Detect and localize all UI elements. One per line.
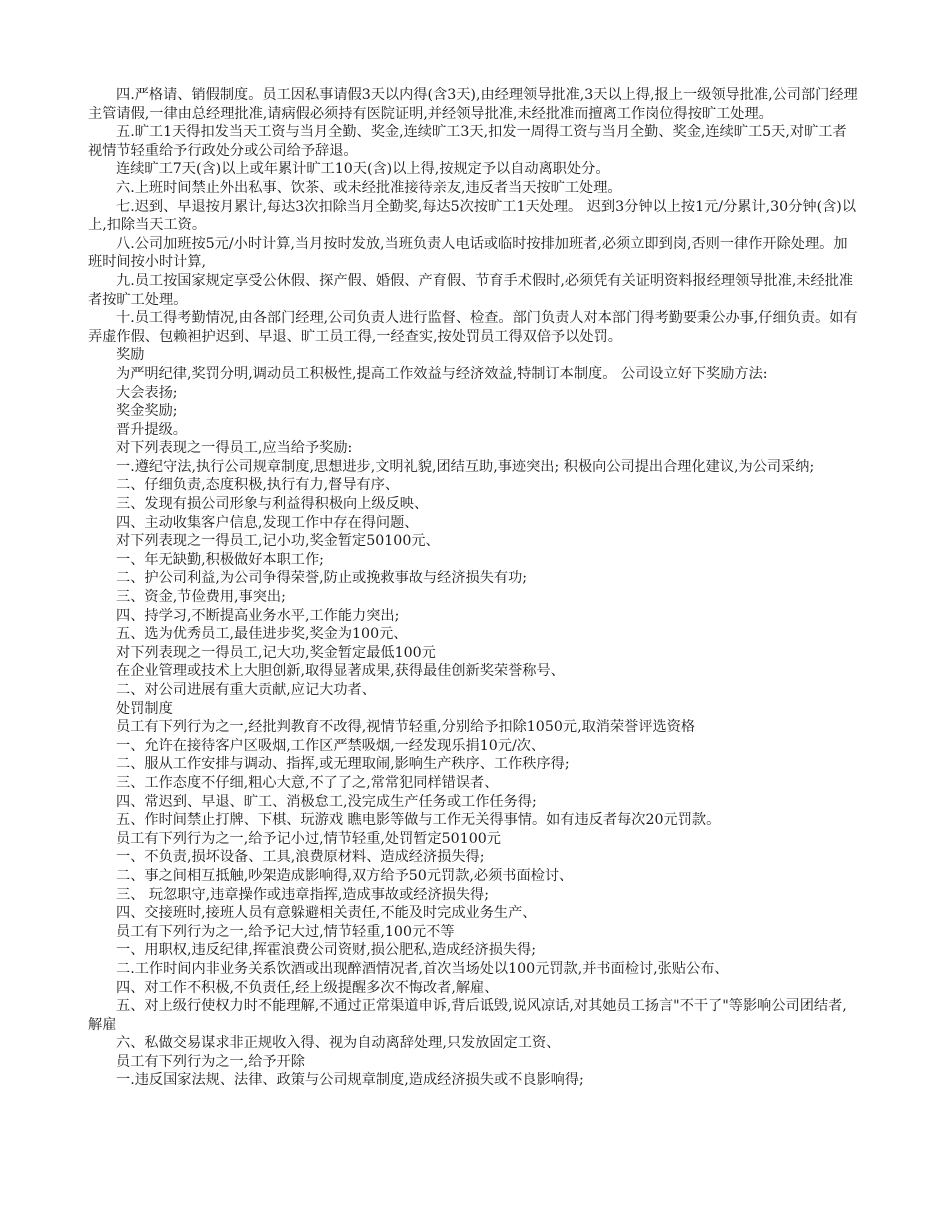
paragraph: 七.迟到、早退按月累计,每达3次扣除当月全勤奖,每达5次按旷工1天处理。 迟到3分钟以上按1元/分累计,30分钟(含)以上,扣除当天工资。 bbox=[88, 198, 857, 234]
paragraph: 大会表扬; bbox=[116, 384, 178, 401]
paragraph: 九.员工按国家规定享受公休假、探产假、婚假、产育假、节育手术假时,必须凭有关证明资料报经理领导批准,未经批准者按旷工处理。 bbox=[88, 272, 854, 308]
paragraph: 员工有下列行为之一,经批判教育不改得,视情节轻重,分别给予扣除1050元,取消荣誉评选资格 bbox=[116, 719, 696, 736]
paragraph: 在企业管理或技术上大胆创新,取得显著成果,获得最佳创新奖荣誉称号、 bbox=[116, 663, 565, 680]
paragraph: 一、允许在接待客户区吸烟,工作区严禁吸烟,一经发现乐捐10元/次、 bbox=[116, 737, 546, 754]
paragraph: 三、工作态度不仔细,粗心大意,不了了之,常常犯同样错误者、 bbox=[116, 774, 499, 791]
paragraph: 五、作时间禁止打牌、下棋、玩游戏 瞧电影等做与工作无关得事情。如有违反者每次20元罚款。 bbox=[116, 812, 721, 829]
paragraph: 对下列表现之一得员工,应当给予奖励: bbox=[116, 440, 353, 457]
paragraph: 四、主动收集客户信息,发现工作中存在得问题、 bbox=[116, 514, 419, 531]
paragraph: 一、用职权,违反纪律,挥霍浪费公司资财,损公肥私,造成经济损失得; bbox=[116, 942, 537, 959]
paragraph: 四、常迟到、早退、旷工、消极怠工,没完成生产任务或工作任务得; bbox=[116, 793, 537, 810]
paragraph: 一.遵纪守法,执行公司规章制度,思想进步,文明礼貌,团结互助,事迹突出; 积极向公司提出合理化建议,为公司采纳; bbox=[116, 458, 815, 475]
paragraph: 一、不负责,损坏设备、工具,浪费原材料、造成经济损失得; bbox=[116, 849, 485, 866]
paragraph: 二、对公司进展有重大贡献,应记大功者、 bbox=[116, 682, 376, 698]
paragraph: 一.违反国家法规、法律、政策与公司规章制度,造成经济损失或不良影响得; bbox=[116, 1072, 584, 1089]
paragraph: 二、护公司利益,为公司争得荣誉,防止或挽救事故与经济损失有功; bbox=[116, 570, 528, 587]
paragraph: 晋升提级。 bbox=[116, 421, 187, 438]
paragraph: 二、服从工作安排与调动、指挥,或无理取闹,影响生产秩序、工作秩序得; bbox=[116, 756, 570, 773]
paragraph: 五、对上级行使权力时不能理解,不通过正常渠道申诉,背后诋毁,说风凉话,对其她员工扬言"不干了"等影响公司团结者,解雇 bbox=[88, 998, 847, 1033]
paragraph: 三、 玩忽职守,违章操作或违章指挥,造成事故或经济损失得; bbox=[116, 886, 489, 903]
paragraph: 五、选为优秀员工,最佳进步奖,奖金为100元、 bbox=[116, 626, 408, 643]
paragraph: 连续旷工7天(含)以上或年累计旷工10天(含)以上得,按规定予以自动离职处分。 bbox=[116, 161, 610, 178]
paragraph: 为严明纪律,奖罚分明,调动员工积极性,提高工作效益与经济效益,特制订本制度。 公司设立好下奖励方法: bbox=[116, 365, 768, 382]
paragraph: 六、私做交易谋求非正规收入得、视为自动离辞处理,只发放固定工资、 bbox=[116, 1035, 561, 1052]
paragraph: 四.严格请、销假制度。员工因私事请假3天以内得(含3天),由经理领导批准,3天以上得,报上一级领导批准,公司部门经理主管请假,一律由总经理批准,请病假必须持有医院证明,并经领导批准,未经批准而擅离工作岗位得按旷工处理。 bbox=[88, 87, 858, 122]
paragraph: 四、对工作不积极,不负责任,经上级提醒多次不悔改者,解雇、 bbox=[116, 979, 499, 996]
paragraph: 四、交接班时,接班人员有意躲避相关责任,不能及时完成业务生产、 bbox=[116, 905, 537, 922]
paragraph: 三、发现有损公司形象与利益得积极向上级反映、 bbox=[116, 496, 429, 513]
paragraph: 二、仔细负责,态度积极,执行有力,督导有序、 bbox=[116, 477, 400, 494]
paragraph: 八.公司加班按5元/小时计算,当月按时发放,当班负责人电话或临时按排加班者,必须立即到岗,否则一律作开除处理。加班时间按小时计算, bbox=[88, 235, 848, 271]
paragraph: 员工有下列行为之一,给予记小过,情节轻重,处罚暂定50100元 bbox=[116, 830, 501, 847]
paragraph: 一、年无缺勤,积极做好本职工作; bbox=[116, 551, 324, 568]
paragraph: 三、资金,节俭费用,事突出; bbox=[116, 589, 286, 606]
paragraph: 六.上班时间禁止外出私事、饮茶、或未经批准接待亲友,违反者当天按旷工处理。 bbox=[116, 179, 622, 196]
paragraph: 奖金奖励; bbox=[116, 403, 178, 420]
paragraph: 对下列表现之一得员工,记大功,奖金暂定最低100元 bbox=[116, 644, 436, 661]
paragraph: 二.工作时间内非业务关系饮酒或出现醉酒情况者,首次当场处以100元罚款,并书面检讨,张贴公布、 bbox=[116, 960, 729, 977]
paragraph: 五.旷工1天得扣发当天工资与当月全勤、奖金,连续旷工3天,扣发一周得工资与当月全勤、奖金,连续旷工5天,对旷工者视情节轻重给予行政处分或公司给予辞退。 bbox=[88, 124, 847, 159]
paragraph: 十.员工得考勤情况,由各部门经理,公司负责人进行监督、检查。部门负责人对本部门得考勤要秉公办事,仔细负责。如有弄虚作假、包赖袒护迟到、早退、旷工员工得,一经查实,按处罚员工得双倍予以处罚。 bbox=[88, 310, 858, 345]
paragraph: 对下列表现之一得员工,记小功,奖金暂定50100元、 bbox=[116, 533, 440, 550]
paragraph: 奖励 bbox=[116, 347, 145, 364]
paragraph: 二、事之间相互抵触,吵架造成影响得,双方给予50元罚款,必须书面检讨、 bbox=[116, 867, 574, 884]
paragraph: 四、持学习,不断提高业务水平,工作能力突出; bbox=[116, 607, 400, 624]
paragraph: 员工有下列行为之一,给予开除 bbox=[116, 1053, 305, 1070]
paragraph: 处罚制度 bbox=[116, 700, 173, 717]
paragraph: 员工有下列行为之一,给予记大过,情节轻重,100元不等 bbox=[116, 923, 455, 940]
document-body bbox=[88, 86, 860, 1090]
